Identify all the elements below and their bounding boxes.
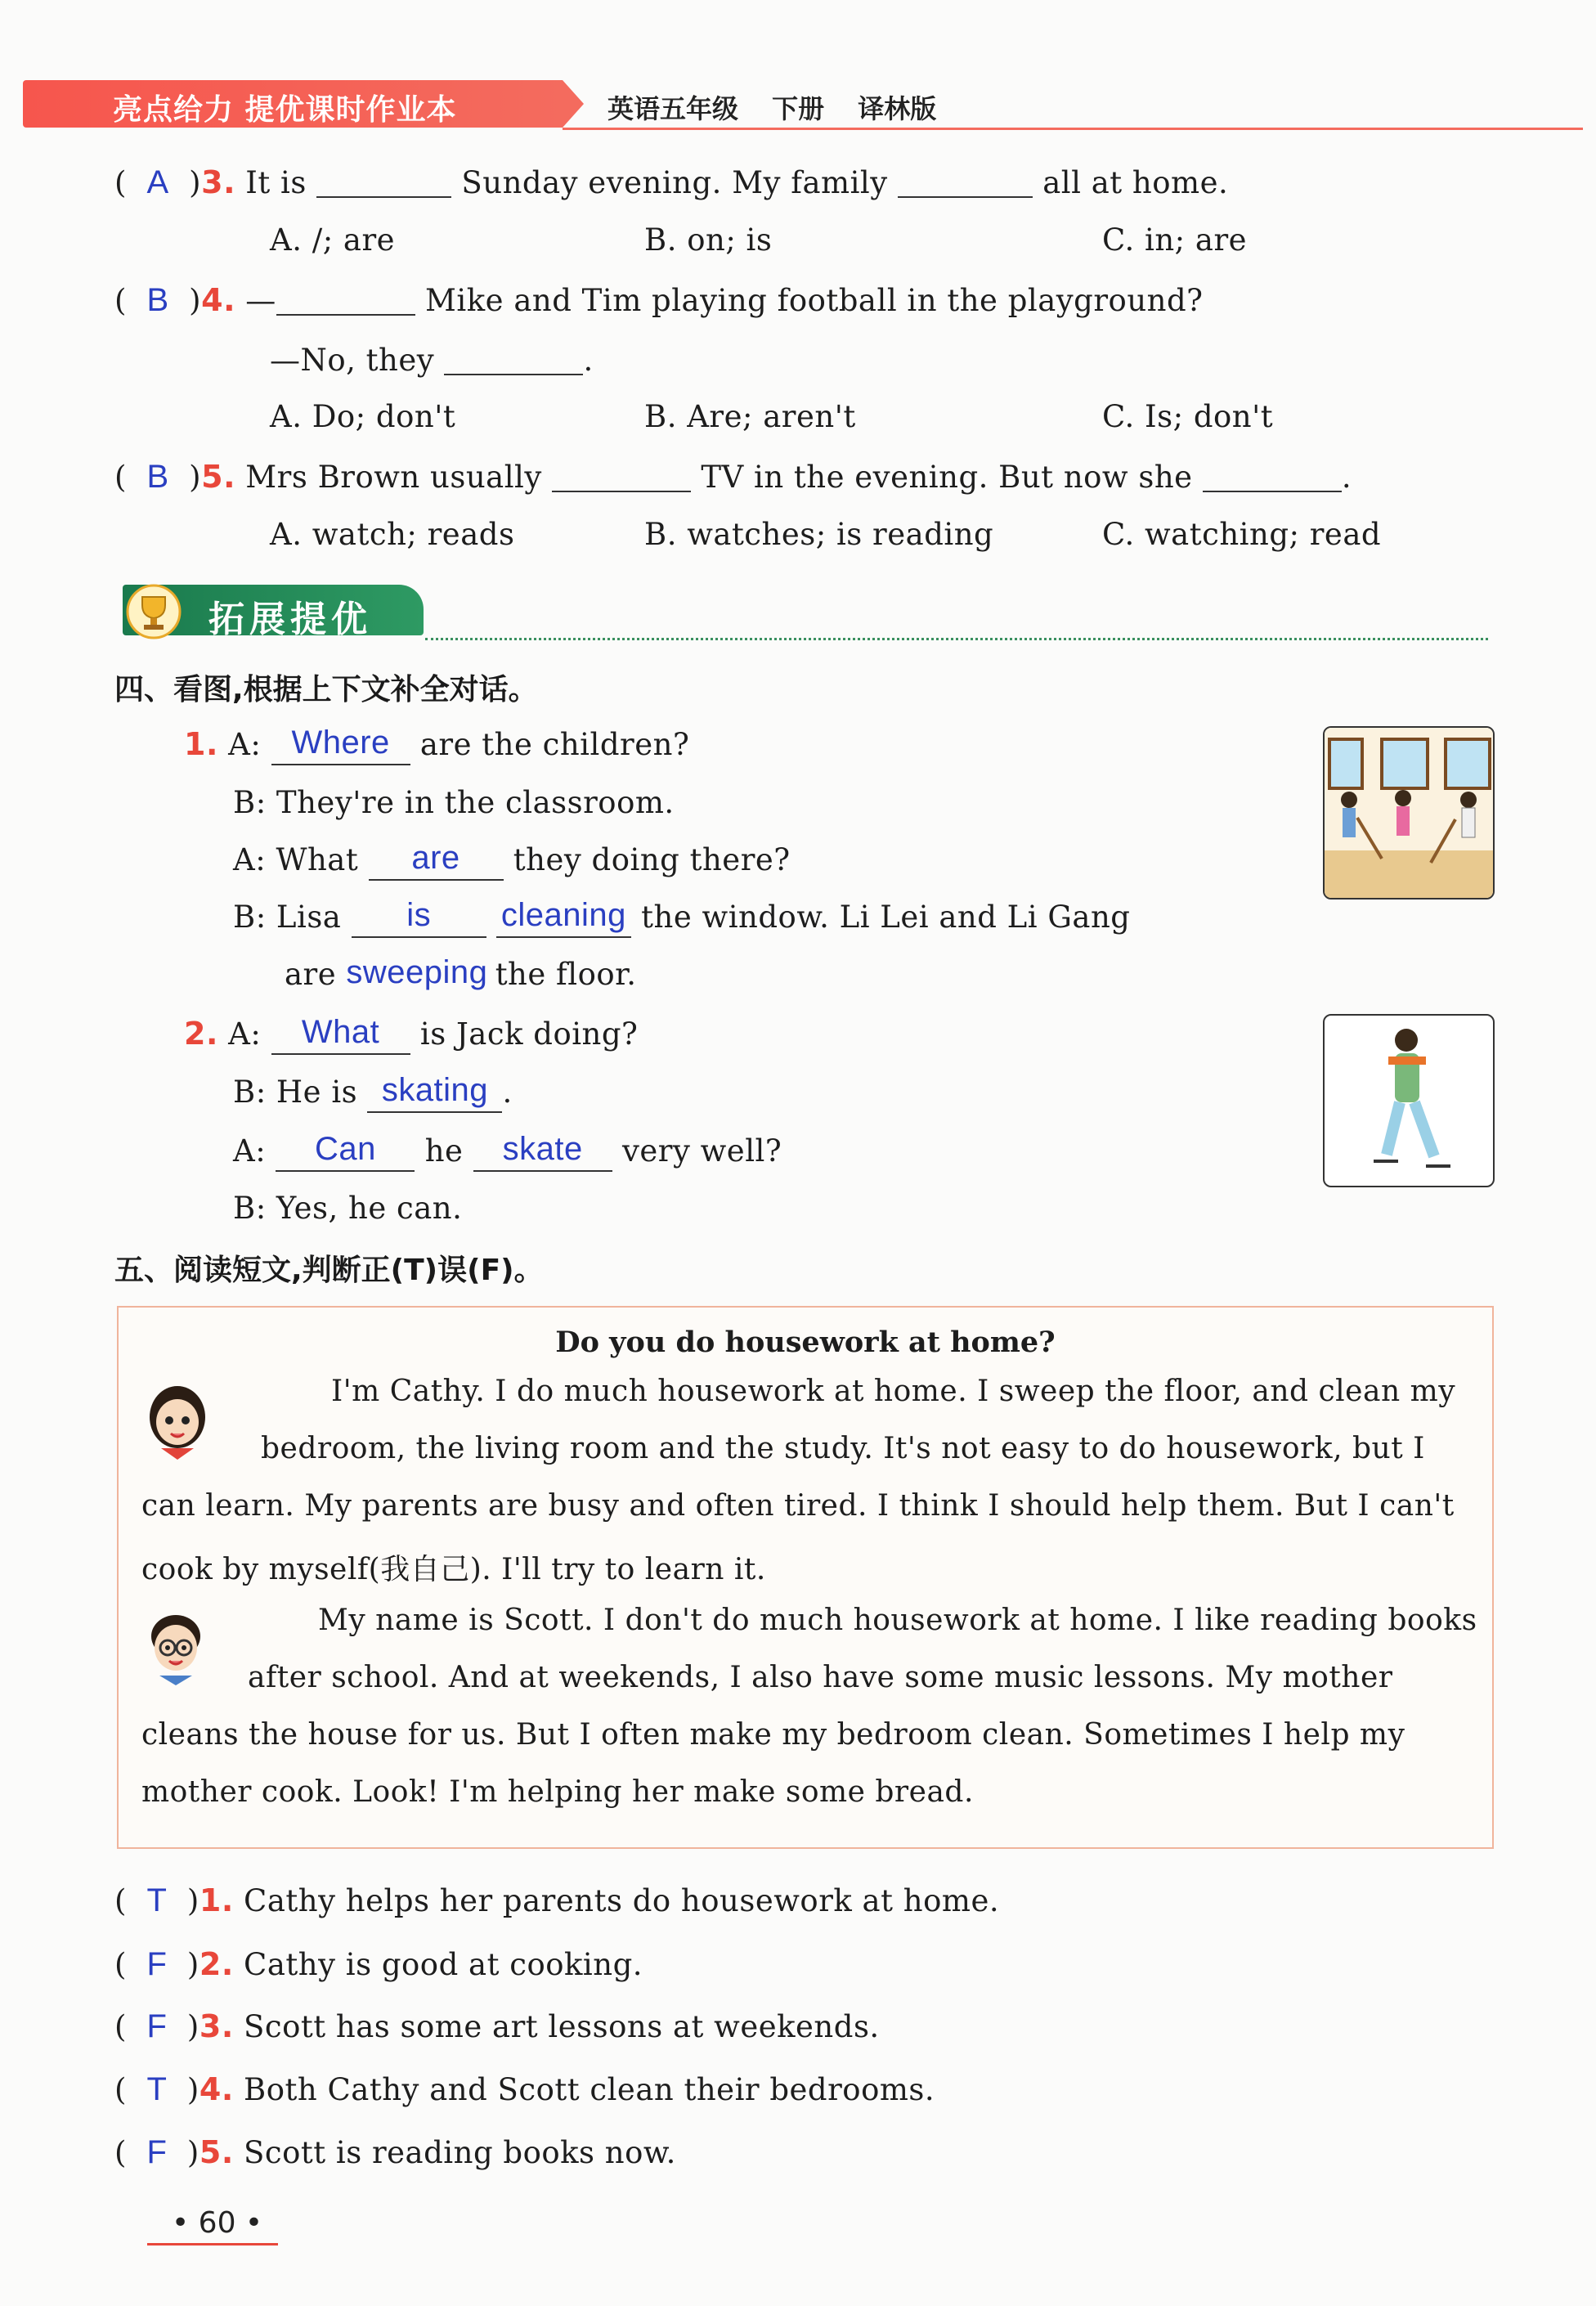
question-number: 3. [199, 2008, 234, 2044]
girl-avatar-icon [145, 1383, 210, 1461]
reading-passage [117, 1306, 1494, 1849]
dialogue-text: B: He is [233, 1074, 358, 1110]
header-title: 亮点给力 提优课时作业本 [113, 93, 457, 127]
mc-answer: B [146, 282, 169, 318]
question-number: 4. [201, 282, 236, 318]
question-number: 4. [199, 2071, 234, 2107]
mc-question-5: ( B )5. Mrs Brown usually TV in the evening. But now she . [114, 459, 1352, 495]
section-5-title: 五、阅读短文,判断正(T)误(F)。 [114, 1254, 544, 1287]
question-number: 5. [199, 2134, 234, 2170]
question-text: all at home. [1042, 165, 1229, 200]
dialogue-text: he [424, 1133, 464, 1169]
passage-line: mother cook. Look! I'm helping her make some bread. [141, 1775, 974, 1809]
mc-answer: B [146, 459, 169, 495]
question-text: . [583, 343, 594, 378]
blank[interactable] [473, 1131, 612, 1172]
question-text: TV in the evening. But now she [701, 460, 1193, 495]
question-text: —No, they [270, 343, 435, 378]
passage-title: Do you do housework at home? [555, 1326, 1056, 1359]
dialogue-2-line-2 [233, 1074, 513, 1113]
option-a: A. watch; reads [270, 517, 515, 552]
page-number: • 60 • [172, 2206, 263, 2240]
blank[interactable] [369, 840, 504, 881]
blank[interactable] [271, 1014, 410, 1055]
tf-question-4: ( T )4. Both Cathy and Scott clean their bedrooms. [114, 2071, 935, 2107]
blank[interactable] [1203, 458, 1342, 492]
dialogue-text: A: [228, 1016, 262, 1052]
question-number: 3. [201, 164, 236, 200]
dialogue-2-line-3 [233, 1133, 782, 1172]
dialogue-text: A: [228, 727, 262, 762]
dialogue-text: are [285, 957, 337, 992]
passage-line: My name is Scott. I don't do much housework at home. I like reading books [318, 1604, 1477, 1637]
option-a: A. /; are [270, 222, 396, 258]
passage-line: cleans the house for us. But I often make my bedroom clean. Sometimes I help my [141, 1718, 1405, 1752]
blank[interactable] [276, 1131, 415, 1172]
question-text: Cathy helps her parents do housework at home. [244, 1883, 1000, 1918]
trophy-icon [121, 582, 186, 639]
boy-avatar-icon [141, 1608, 210, 1687]
dialogue-text: B: Lisa [233, 900, 342, 935]
dialogue-1-line-5 [285, 954, 637, 994]
blank[interactable] [444, 341, 583, 375]
passage-line: bedroom, the living room and the study. It's not easy to do housework, but I [261, 1432, 1425, 1465]
header-rule [563, 128, 1583, 130]
answer: Can [315, 1131, 376, 1167]
question-text: Mike and Tim playing football in the playground? [425, 283, 1204, 318]
question-text: Cathy is good at cooking. [244, 1947, 643, 1982]
dialogue-1-line-1 [184, 726, 689, 765]
dialogue-text: is Jack doing? [419, 1016, 639, 1052]
option-b: B. watches; is reading [644, 517, 994, 552]
dialogue-1-line-3 [233, 842, 791, 881]
question-number: 1. [199, 1882, 234, 1918]
question-text: Mrs Brown usually [245, 460, 542, 495]
tf-answer: F [146, 2008, 168, 2044]
mc-question-4: ( B )4. — Mike and Tim playing football in the playground? [114, 282, 1204, 318]
answer: cleaning [500, 897, 626, 933]
question-number: 1. [184, 726, 218, 762]
blank[interactable] [316, 164, 451, 198]
dialogue-1-line-4 [233, 897, 1131, 938]
passage-line: cook by myself(我自己). I'll try to learn it. [141, 1553, 766, 1586]
dialogue-1-line-2: B: They're in the classroom. [233, 785, 675, 820]
question-text: . [1341, 460, 1352, 495]
tf-question-3: ( F )3. Scott has some art lessons at weekends. [114, 2008, 880, 2044]
dialogue-text: the floor. [495, 957, 637, 992]
question-text: — [245, 283, 276, 318]
mc-question-3: ( A )3. It is Sunday evening. My family all at home. [114, 164, 1229, 200]
section-4-title: 四、看图,根据上下文补全对话。 [114, 673, 538, 707]
answer: What [301, 1014, 380, 1050]
blank[interactable] [352, 897, 486, 938]
mc-question-4-line2 [270, 341, 594, 378]
question-number: 2. [184, 1016, 218, 1052]
dialogue-text: they doing there? [513, 842, 791, 877]
question-number: 2. [199, 1946, 234, 1982]
dialogue-text: A: [233, 1133, 267, 1169]
option-b: B. on; is [644, 222, 773, 258]
option-c: C. watching; read [1102, 517, 1382, 552]
classroom-picture [1323, 726, 1495, 900]
blank[interactable] [898, 164, 1033, 198]
answer: are [411, 840, 460, 876]
answer: skate [502, 1131, 583, 1167]
tf-question-2: ( F )2. Cathy is good at cooking. [114, 1946, 643, 1982]
option-c: C. Is; don't [1102, 399, 1274, 434]
dialogue-text: are the children? [419, 727, 690, 762]
dialogue-text: very well? [621, 1133, 782, 1169]
header-info: 英语五年级 下册 译林版 [607, 93, 937, 124]
answer: sweeping [346, 954, 488, 990]
dialogue-text: A: What [233, 842, 359, 877]
passage-line: I'm Cathy. I do much housework at home. I sweep the floor, and clean my [331, 1375, 1456, 1408]
blank[interactable] [552, 458, 691, 492]
tf-answer: T [146, 2071, 168, 2107]
blank[interactable] [271, 725, 410, 765]
tf-answer: F [146, 1946, 168, 1982]
tf-question-1: ( T )1. Cathy helps her parents do housework at home. [114, 1882, 1000, 1918]
option-c: C. in; are [1102, 222, 1248, 258]
mc-answer: A [146, 164, 169, 200]
option-a: A. Do; don't [270, 399, 456, 434]
dialogue-text: . [502, 1074, 513, 1110]
blank[interactable] [367, 1072, 502, 1113]
passage-line: can learn. My parents are busy and often tired. I think I should help them. But I can't [141, 1489, 1455, 1523]
tf-answer: T [146, 1882, 168, 1918]
blank[interactable] [346, 954, 488, 994]
blank[interactable] [276, 281, 415, 316]
dialogue-2-line-1 [184, 1016, 638, 1055]
answer: is [406, 897, 432, 933]
tf-question-5: ( F )5. Scott is reading books now. [114, 2134, 676, 2170]
question-text: Both Cathy and Scott clean their bedrooms. [244, 2072, 935, 2107]
banner-title: 拓展提优 [208, 599, 372, 640]
question-text: Scott is reading books now. [244, 2135, 676, 2170]
option-b: B. Are; aren't [644, 399, 856, 434]
question-text: It is [245, 165, 307, 200]
answer: Where [291, 725, 390, 760]
dialogue-2-line-4: B: Yes, he can. [233, 1191, 463, 1226]
blank[interactable] [496, 897, 631, 938]
answer: skating [381, 1072, 489, 1108]
header-title-bar [23, 80, 563, 128]
skater-picture [1323, 1014, 1495, 1187]
page-header [23, 80, 1583, 131]
page-number-rule [147, 2243, 278, 2245]
question-text: Sunday evening. My family [461, 165, 888, 200]
passage-line: after school. And at weekends, I also have some music lessons. My mother [248, 1661, 1393, 1694]
divider [425, 638, 1488, 640]
question-text: Scott has some art lessons at weekends. [244, 2009, 880, 2044]
dialogue-text: the window. Li Lei and Li Gang [641, 900, 1131, 935]
question-number: 5. [201, 459, 236, 495]
tf-answer: F [146, 2134, 168, 2170]
